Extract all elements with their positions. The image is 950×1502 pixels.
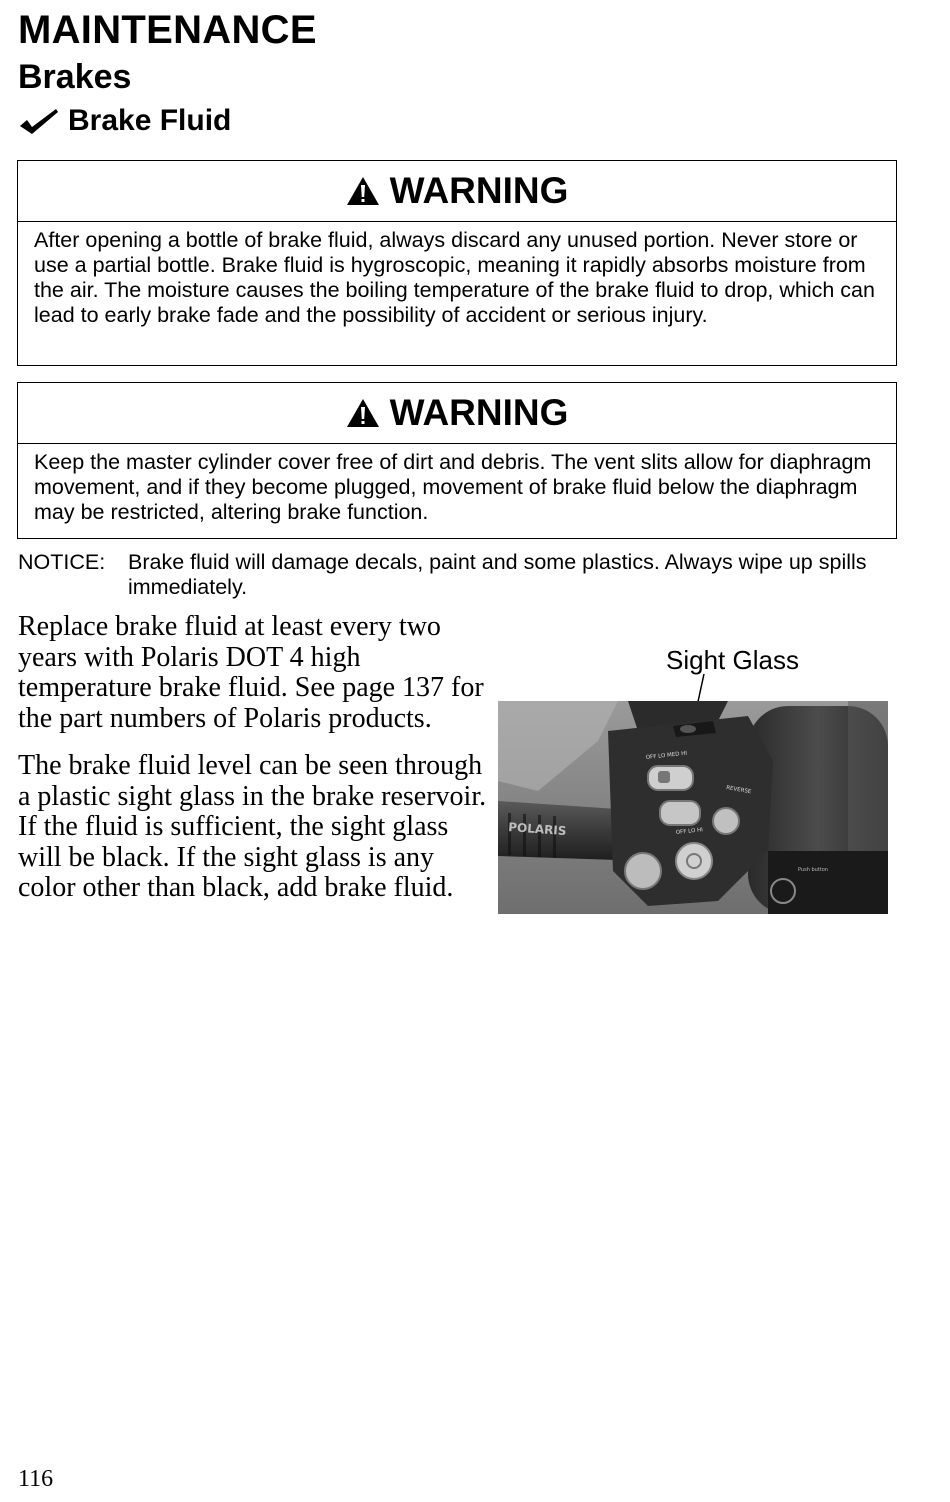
warning-triangle-icon bbox=[346, 176, 380, 206]
body-paragraph: The brake fluid level can be seen through a plastic sight glass in the brake reservoir. If the fluid is sufficient, the sight glass will be black. If the sight glass is any color other than black, add brake fluid. bbox=[18, 750, 487, 903]
switch-label-reverse: REVERSE bbox=[725, 785, 752, 796]
warning-box bbox=[17, 382, 897, 539]
svg-text:Push button: Push button bbox=[798, 867, 828, 873]
warning-triangle-icon bbox=[346, 398, 380, 428]
warning-box bbox=[17, 160, 897, 366]
topic-title: Brake Fluid bbox=[68, 104, 232, 137]
sight-glass-callout: Sight Glass bbox=[666, 645, 799, 675]
section-title: MAINTENANCE bbox=[18, 8, 317, 52]
notice-text: Brake fluid will damage decals, paint and some plastics. Always wipe up spills immediately. bbox=[128, 550, 867, 599]
switch-label-top: OFF LO MED HI bbox=[645, 750, 688, 761]
checkmark-icon bbox=[18, 106, 60, 136]
warning-text: After opening a bottle of brake fluid, always discard any unused portion. Never store or use a partial bottle. Brake fluid is hygroscopic, meaning it rapidly absorbs moisture from the air. The moisture causes the boiling temperature of the brake fluid to drop, which can lead to early brake fade and the possibility of accident or serious injury. bbox=[34, 228, 875, 327]
body-paragraph: Replace brake fluid at least every two years with Polaris DOT 4 high temperature brake fluid. See page 137 for the part numbers of Polaris products. bbox=[18, 611, 484, 734]
warning-heading: WARNING bbox=[389, 392, 569, 433]
notice-label: NOTICE: bbox=[18, 550, 106, 574]
notice bbox=[18, 550, 908, 600]
topic-heading bbox=[18, 104, 231, 138]
warning-text: Keep the master cylinder cover free of dirt and debris. The vent slits allow for diaphragm movement, and if they become plugged, movement of brake fluid below the diaphragm may be restricted, altering brake function. bbox=[34, 450, 872, 524]
page-number: 116 bbox=[18, 1466, 54, 1492]
subsection-title: Brakes bbox=[18, 58, 132, 96]
handlebar-switch-photo bbox=[498, 701, 888, 914]
warning-heading: WARNING bbox=[389, 170, 569, 211]
grip-brand-text: POLARIS bbox=[507, 820, 567, 839]
warning-header bbox=[18, 383, 896, 444]
warning-header bbox=[18, 161, 896, 222]
switch-label-mid: OFF LO HI bbox=[675, 827, 704, 836]
